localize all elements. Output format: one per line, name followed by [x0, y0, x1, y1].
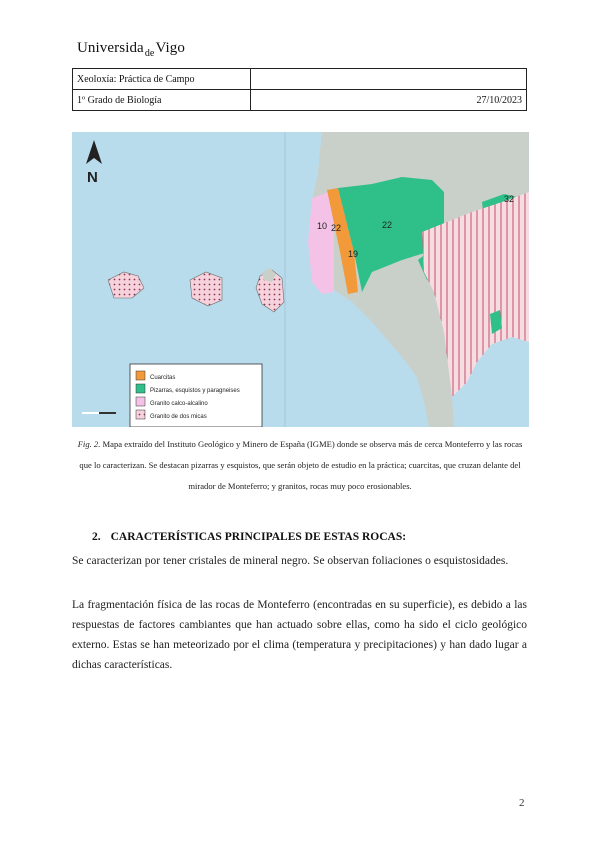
unit-label: 19 [348, 249, 359, 259]
unit-label: 10 [317, 221, 328, 231]
unit-label: 22 [331, 223, 342, 233]
legend-swatch-granite-calc [136, 397, 145, 406]
map-legend [130, 364, 262, 427]
unit-label: 22 [382, 220, 393, 230]
body-paragraph: La fragmentación física de las rocas de Monteferro (encontradas en su superficie), es debido a las respuestas de factores cambiantes que han actuado sobre ellas, como ha sido el ciclo geológico externo. Estas se han meteorizado por el clima (temperatura y precipitaciones) y han dado lugar a dichas características. [72, 599, 527, 671]
university-logo [77, 40, 185, 57]
legend-label: Granito calco-alcalino [150, 401, 208, 407]
logo-text-main: Universida [77, 40, 144, 56]
logo-text-de: de [144, 48, 155, 59]
empty-cell [251, 69, 527, 90]
legend-label: Pizarras, esquistos y paragneises [150, 388, 240, 394]
legend-label: Granito de dos micas [150, 414, 207, 420]
legend-swatch-granite-micas [136, 410, 145, 419]
table-row [73, 90, 527, 111]
section-title-text: CARACTERÍSTICAS PRINCIPALES DE ESTAS ROCAS: [110, 531, 407, 543]
course-info-table [72, 68, 527, 111]
body-paragraph: Se caracterizan por tener cristales de mineral negro. Se observan foliaciones o esquistosidades. [72, 555, 509, 567]
course-degree-cell: 1º Grado de Biología [73, 90, 251, 111]
table-row [73, 69, 527, 90]
section-number: 2. [92, 531, 101, 543]
date-cell: 27/10/2023 [251, 90, 527, 111]
map-svg [72, 132, 529, 427]
logo-text-end: Vigo [155, 40, 185, 56]
geological-map [72, 132, 529, 427]
section-heading [92, 531, 406, 543]
legend-label: Cuarcitas [150, 375, 176, 381]
north-label: N [87, 169, 98, 186]
legend-swatch-quartzite [136, 371, 145, 380]
course-subject-cell: Xeoloxía: Práctica de Campo [73, 69, 251, 90]
legend-swatch-schist [136, 384, 145, 393]
pink-granite-unit [308, 192, 334, 294]
scale-bar [82, 412, 116, 414]
page-number: 2 [519, 797, 525, 809]
unit-label: 32 [504, 194, 515, 204]
caption-text: Mapa extraído del Instituto Geológico y Minero de España (IGME) donde se observa más de cerca Monteferro y las rocas que lo caracterizan. Se destacan pizarras y esquistos, que serán objeto de estudio en la práctica; cuarcitas, que cruzan delante del mirador de Monteferro; y granitos, rocas muy poco erosionables. [79, 439, 523, 491]
figure-label: Fig. 2. [77, 439, 101, 449]
figure-caption [76, 434, 524, 497]
